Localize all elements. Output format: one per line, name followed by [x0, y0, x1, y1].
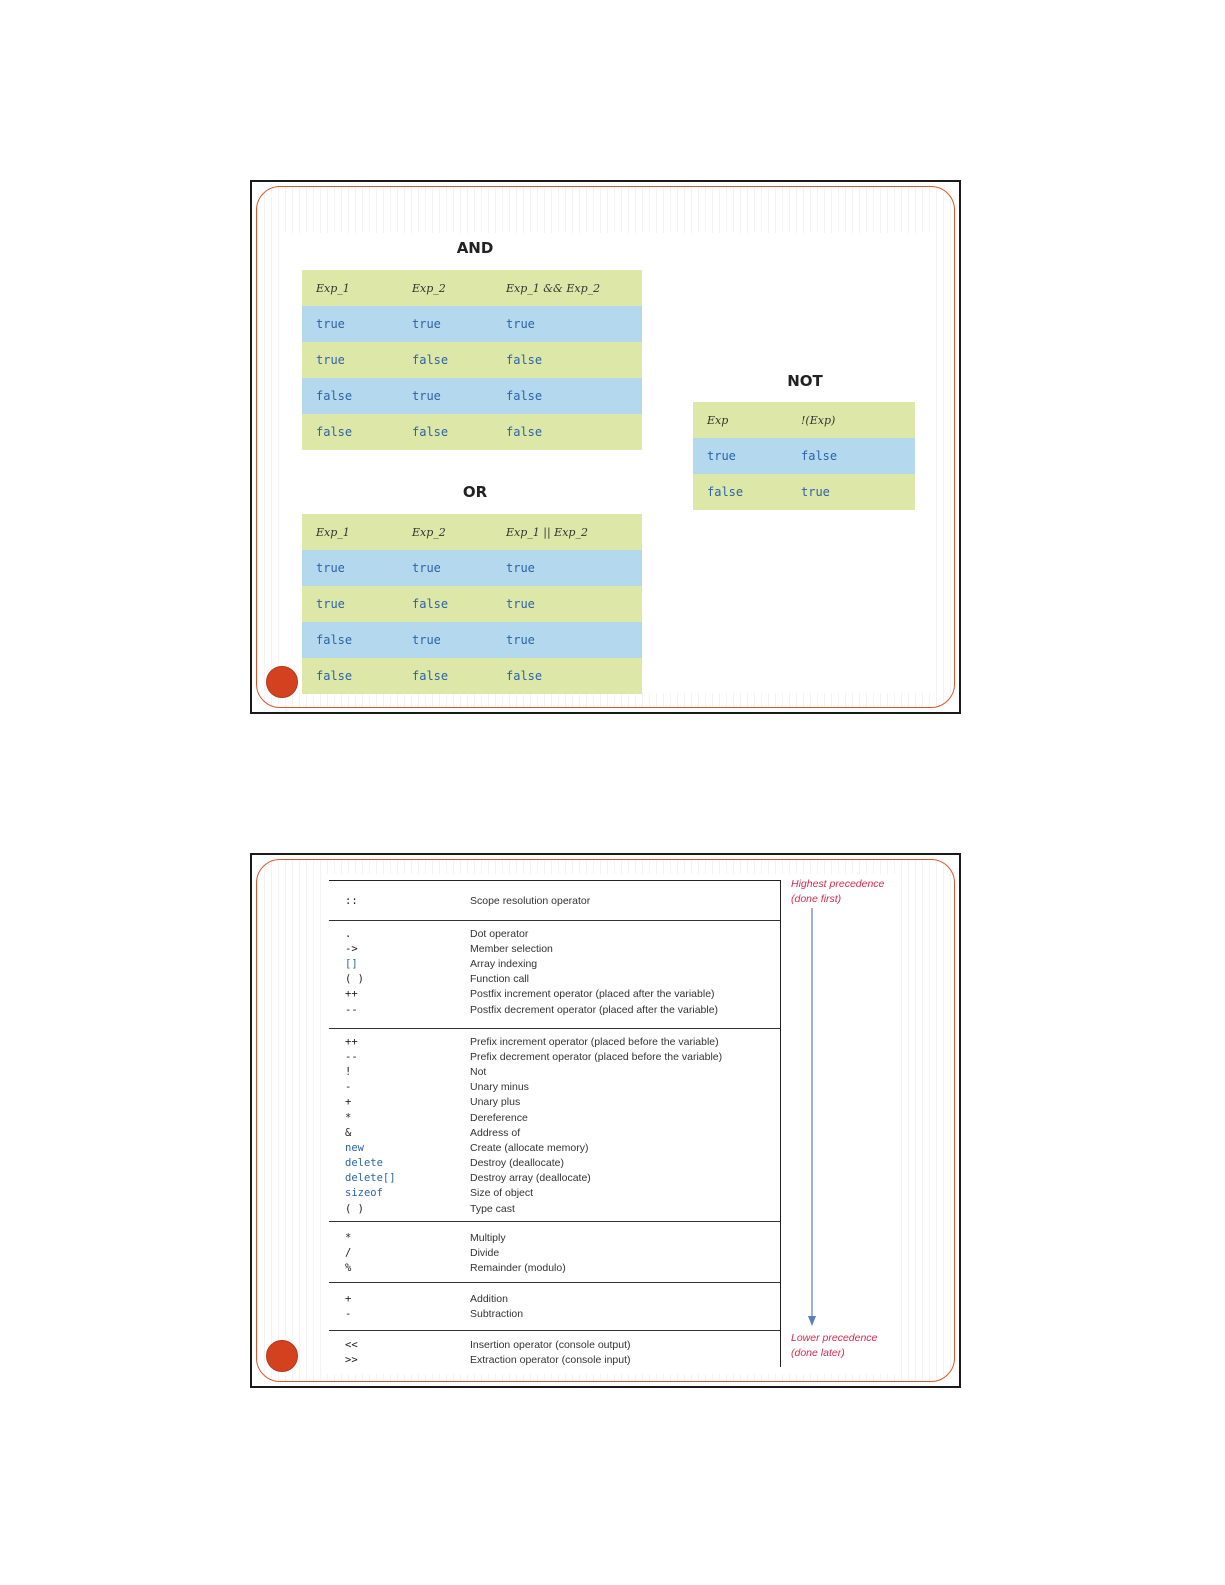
header-cell: Exp_1 || Exp_2 [506, 525, 588, 539]
precedence-group [329, 1283, 780, 1331]
lower-precedence-line-2: (done later) [791, 1347, 845, 1359]
operator-symbol: * [345, 1231, 352, 1244]
operator-symbol: + [345, 1292, 352, 1305]
operator-description: Dereference [470, 1111, 528, 1124]
operator-symbol: . [345, 927, 352, 940]
table-cell: true [506, 317, 535, 331]
table-row [302, 342, 642, 378]
operator-description: Postfix decrement operator (placed after the variable) [470, 1003, 719, 1016]
header-cell: Exp_1 [316, 525, 350, 539]
operator-description: Prefix increment operator (placed before the variable) [470, 1035, 719, 1048]
operator-description: Not [470, 1065, 487, 1078]
table-cell: true [412, 317, 441, 331]
precedence-row [345, 1171, 780, 1186]
operator-symbol: -- [345, 1003, 358, 1016]
or-table-header [302, 514, 642, 550]
precedence-row [345, 1291, 780, 1306]
precedence-row [345, 1156, 780, 1171]
operator-description: Destroy (deallocate) [470, 1157, 564, 1170]
table-cell: false [506, 425, 543, 439]
precedence-row [345, 1230, 780, 1245]
highest-precedence-line-1: Highest precedence [791, 878, 885, 890]
precedence-group [329, 1029, 780, 1222]
header-cell: Exp_2 [412, 281, 446, 295]
operator-description: Scope resolution operator [470, 894, 591, 907]
operator-symbol: << [345, 1338, 358, 1351]
precedence-row [345, 1260, 780, 1275]
operator-description: Dot operator [470, 927, 529, 940]
operator-symbol: sizeof [345, 1187, 383, 1200]
operator-description: Subtraction [470, 1307, 524, 1320]
operator-symbol: ( ) [345, 1202, 364, 1215]
highest-precedence-label [791, 877, 884, 907]
precedence-row [345, 1245, 780, 1260]
precedence-group [329, 881, 780, 921]
lower-precedence-line-1: Lower precedence [791, 1332, 878, 1344]
table-cell: true [801, 485, 830, 499]
table-cell: false [506, 353, 543, 367]
precedence-row [345, 1337, 780, 1352]
precedence-row [345, 926, 780, 941]
operator-symbol: * [345, 1111, 352, 1124]
precedence-row [345, 1201, 780, 1216]
or-table-title: OR [462, 483, 488, 501]
table-cell: true [707, 449, 736, 463]
precedence-group [329, 921, 780, 1029]
table-row [302, 658, 642, 694]
table-cell: true [412, 561, 441, 575]
precedence-row [345, 987, 780, 1002]
operator-symbol: new [345, 1141, 364, 1154]
table-cell: false [506, 669, 543, 683]
operator-description: Array indexing [470, 957, 538, 970]
operator-symbol: delete[] [345, 1172, 396, 1185]
table-row [693, 438, 915, 474]
operator-description: Size of object [470, 1187, 534, 1200]
precedence-table [329, 880, 781, 1367]
not-table-header [693, 402, 915, 438]
precedence-row [345, 893, 780, 908]
highest-precedence-line-2: (done first) [791, 893, 842, 905]
operator-symbol: :: [345, 894, 358, 907]
table-cell: false [412, 353, 449, 367]
table-cell: false [801, 449, 838, 463]
table-cell: false [412, 597, 449, 611]
operator-description: Address of [470, 1126, 521, 1139]
precedence-row [345, 956, 780, 971]
table-cell: true [316, 353, 345, 367]
operator-description: Unary plus [470, 1096, 521, 1109]
header-cell: Exp [707, 413, 729, 427]
precedence-group [329, 1331, 780, 1368]
operator-description: Create (allocate memory) [470, 1141, 589, 1154]
or-table [302, 514, 642, 694]
precedence-row [345, 1034, 780, 1049]
operator-description: Remainder (modulo) [470, 1261, 566, 1274]
precedence-row [345, 1306, 780, 1321]
and-table-title: AND [456, 239, 494, 257]
precedence-row [345, 941, 780, 956]
and-table [302, 270, 642, 450]
operator-symbol: delete [345, 1157, 383, 1170]
precedence-row [345, 1140, 780, 1155]
operator-description: Multiply [470, 1231, 506, 1244]
operator-symbol: -> [345, 942, 358, 955]
table-cell: true [506, 597, 535, 611]
operator-symbol: & [345, 1126, 352, 1139]
operator-symbol: ++ [345, 1035, 358, 1048]
table-cell: true [506, 633, 535, 647]
precedence-row [345, 1049, 780, 1064]
operator-description: Destroy array (deallocate) [470, 1172, 591, 1185]
operator-symbol: / [345, 1246, 352, 1259]
slide-2 [250, 853, 961, 1388]
header-cell: Exp_1 [316, 281, 350, 295]
operator-symbol: ! [345, 1065, 352, 1078]
table-cell: false [316, 425, 353, 439]
operator-symbol: % [345, 1261, 352, 1274]
not-table [693, 402, 915, 510]
table-cell: false [707, 485, 744, 499]
operator-description: Unary minus [470, 1081, 529, 1094]
table-cell: false [412, 425, 449, 439]
table-row [693, 474, 915, 510]
operator-description: Divide [470, 1246, 500, 1259]
table-cell: true [506, 561, 535, 575]
operator-description: Extraction operator (console input) [470, 1353, 631, 1366]
precedence-row [345, 1352, 780, 1367]
precedence-row [345, 1125, 780, 1140]
header-cell: !(Exp) [801, 413, 836, 427]
table-row [302, 550, 642, 586]
precedence-row [345, 1064, 780, 1079]
operator-description: Addition [470, 1292, 508, 1305]
precedence-row [345, 1186, 780, 1201]
operator-description: Prefix decrement operator (placed before the variable) [470, 1050, 723, 1063]
operator-symbol: - [345, 1081, 352, 1094]
slide-1-border [256, 186, 955, 708]
precedence-row [345, 1095, 780, 1110]
slide-1 [250, 180, 961, 714]
table-cell: true [316, 597, 345, 611]
operator-description: Postfix increment operator (placed after the variable) [470, 988, 715, 1001]
table-cell: false [316, 389, 353, 403]
and-table-header [302, 270, 642, 306]
table-row [302, 414, 642, 450]
table-row [302, 586, 642, 622]
table-cell: false [316, 669, 353, 683]
slide-bullet-icon [266, 666, 298, 698]
precedence-row [345, 972, 780, 987]
not-table-title: NOT [787, 372, 823, 390]
table-row [302, 622, 642, 658]
table-cell: true [412, 633, 441, 647]
table-row [302, 306, 642, 342]
operator-symbol: ++ [345, 988, 358, 1001]
precedence-arrow-icon [805, 908, 819, 1328]
operator-description: Function call [470, 973, 529, 986]
operator-symbol: ( ) [345, 973, 364, 986]
operator-symbol: -- [345, 1050, 358, 1063]
precedence-arrow-head [808, 1316, 816, 1326]
table-cell: true [316, 561, 345, 575]
slide-2-border [256, 859, 955, 1382]
operator-symbol: - [345, 1307, 352, 1320]
slide-bullet-icon [266, 1340, 298, 1372]
table-cell: false [506, 389, 543, 403]
table-row [302, 378, 642, 414]
operator-symbol: [] [345, 957, 358, 970]
table-cell: false [316, 633, 353, 647]
table-cell: false [412, 669, 449, 683]
operator-description: Insertion operator (console output) [470, 1338, 631, 1351]
header-cell: Exp_1 && Exp_2 [506, 281, 601, 295]
precedence-row [345, 1002, 780, 1017]
operator-symbol: + [345, 1096, 352, 1109]
lower-precedence-label [791, 1331, 877, 1361]
operator-symbol: >> [345, 1353, 358, 1366]
operator-description: Type cast [470, 1202, 515, 1215]
operator-description: Member selection [470, 942, 553, 955]
precedence-group [329, 1222, 780, 1283]
precedence-row [345, 1080, 780, 1095]
table-cell: true [316, 317, 345, 331]
header-cell: Exp_2 [412, 525, 446, 539]
precedence-row [345, 1110, 780, 1125]
table-cell: true [412, 389, 441, 403]
